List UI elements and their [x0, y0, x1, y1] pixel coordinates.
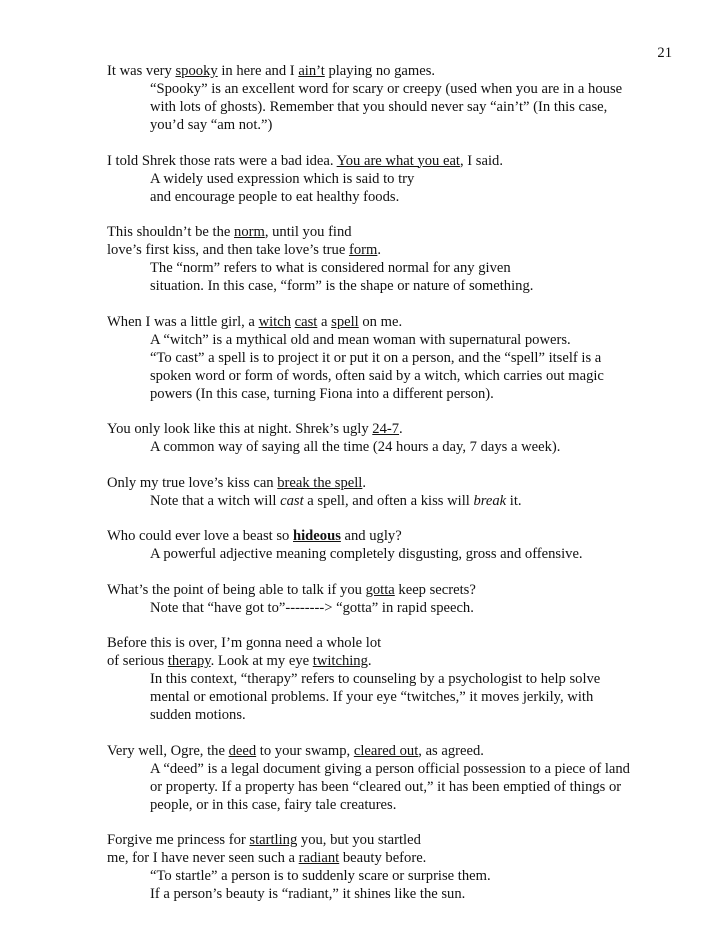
explanation-line [107, 438, 697, 456]
text-segment: cast [280, 492, 304, 509]
text-segment: In this context, “therapy” refers to counseling by a psychologist to help solve [150, 671, 601, 687]
quote-line [107, 581, 697, 599]
text-segment: “Spooky” is an excellent word for scary or creepy (used when you are in a house [150, 81, 623, 97]
explanation-line [107, 331, 697, 349]
underlined-term: ain’t [298, 63, 325, 79]
text-segment: Only my true love’s kiss can [107, 474, 278, 491]
text-segment: people, or in this case, fairy tale creatures. [150, 796, 397, 813]
underlined-term: therapy [167, 653, 211, 669]
text-segment: playing no games. [324, 63, 436, 79]
text-segment: Before this is over, I’m gonna need a whole lot [107, 635, 382, 651]
text-segment: You only look like this at night. Shrek’s ugly [107, 421, 373, 437]
explanation-line [107, 277, 697, 295]
document-body [107, 62, 697, 921]
text-segment: spoken word or form of words, often said by a witch, which carries out magic [150, 367, 604, 384]
underlined-term: radiant [298, 850, 340, 866]
text-segment: a [317, 313, 332, 330]
underlined-term: hideous [293, 528, 341, 544]
explanation-line [107, 80, 697, 98]
text-segment: and ugly? [340, 528, 402, 544]
text-segment: It was very [107, 63, 176, 79]
underlined-term: witch [258, 313, 291, 330]
explanation-line [107, 599, 697, 617]
vocabulary-entry [107, 474, 697, 510]
vocabulary-entry [107, 581, 697, 617]
underlined-term: 24-7 [372, 421, 400, 437]
vocabulary-entry [107, 313, 697, 403]
text-segment: to your swamp, [256, 742, 354, 759]
text-segment: Note that a witch will [150, 492, 281, 509]
text-segment: beauty before. [339, 850, 427, 866]
underlined-term: gotta [365, 581, 395, 598]
text-segment: This shouldn’t be the [107, 224, 235, 240]
underlined-term: deed [228, 742, 257, 759]
text-segment: mental or emotional problems. If your eye “twitches,” it moves jerkily, with [150, 689, 594, 705]
text-segment: A widely used expression which is said to try [150, 170, 415, 187]
explanation-line [107, 116, 697, 134]
text-segment: Note that “have got to”--------> “gotta” in rapid speech. [150, 599, 474, 616]
explanation-line [107, 188, 697, 206]
explanation-line [107, 867, 697, 885]
text-segment: . [367, 653, 372, 669]
text-segment: me, for I have never seen such a [107, 850, 299, 866]
vocabulary-entry [107, 742, 697, 814]
text-segment: A common way of saying all the time (24 hours a day, 7 days a week). [150, 439, 561, 455]
text-segment: powers (In this case, turning Fiona into a different person). [150, 385, 494, 402]
underlined-term: break the spell [277, 474, 363, 491]
text-segment: love’s first kiss, and then take love’s true [107, 242, 349, 258]
quote-line [107, 849, 697, 867]
text-segment: , I said. [460, 152, 503, 169]
explanation-line [107, 367, 697, 385]
quote-line [107, 241, 697, 259]
text-segment: Forgive me princess for [107, 832, 250, 848]
text-segment: Very well, Ogre, the [107, 742, 229, 759]
explanation-line [107, 778, 697, 796]
text-segment: “To cast” a spell is to project it or put it on a person, and the “spell” itself is a [150, 349, 602, 366]
text-segment: A powerful adjective meaning completely disgusting, gross and offensive. [150, 546, 583, 562]
quote-line [107, 474, 697, 492]
text-segment: The “norm” refers to what is considered normal for any given [150, 260, 511, 276]
explanation-line [107, 670, 697, 688]
text-segment: , until you find [264, 224, 352, 240]
text-segment: on me. [358, 313, 403, 330]
page-number: 21 [657, 45, 672, 61]
quote-line [107, 223, 697, 241]
vocabulary-entry [107, 420, 697, 456]
text-segment: with lots of ghosts). Remember that you should never say “ain’t” (In this case, [150, 99, 608, 115]
underlined-term: spell [331, 313, 359, 330]
quote-line [107, 313, 697, 331]
text-segment: , as agreed. [418, 742, 484, 759]
text-segment: When I was a little girl, a [107, 313, 259, 330]
text-segment: A “deed” is a legal document giving a person official possession to a piece of land [150, 760, 630, 777]
underlined-term: form [348, 242, 378, 258]
explanation-line [107, 349, 697, 367]
text-segment: in here and I [217, 63, 299, 79]
quote-line [107, 62, 697, 80]
explanation-line [107, 760, 697, 778]
text-segment: . [362, 474, 367, 491]
text-segment: If a person’s beauty is “radiant,” it shines like the sun. [150, 886, 466, 902]
vocabulary-entry [107, 634, 697, 724]
vocabulary-entry [107, 527, 697, 563]
explanation-line [107, 545, 697, 563]
underlined-term: spooky [175, 63, 218, 79]
quote-line [107, 742, 697, 760]
text-segment: What’s the point of being able to talk if you [107, 581, 366, 598]
vocabulary-entry [107, 152, 697, 206]
text-segment: situation. In this case, “form” is the shape or nature of something. [150, 278, 534, 294]
explanation-line [107, 259, 697, 277]
underlined-term: You are what you eat [336, 152, 460, 169]
text-segment: and encourage people to eat healthy foods. [150, 188, 400, 205]
explanation-line [107, 688, 697, 706]
text-segment: . Look at my eye [210, 653, 313, 669]
explanation-line [107, 492, 697, 510]
text-segment: A “witch” is a mythical old and mean woman with supernatural powers. [150, 331, 571, 348]
quote-line [107, 652, 697, 670]
explanation-line [107, 885, 697, 903]
text-segment: you’d say “am not.”) [150, 117, 273, 133]
quote-line [107, 527, 697, 545]
explanation-line [107, 170, 697, 188]
underlined-term: cast [294, 313, 318, 330]
text-segment: you, but you startled [297, 832, 421, 848]
text-segment: it. [506, 492, 522, 509]
text-segment: . [399, 421, 403, 437]
text-segment: “To startle” a person is to suddenly scare or surprise them. [150, 868, 491, 884]
vocabulary-entry [107, 223, 697, 295]
underlined-term: cleared out [353, 742, 419, 759]
text-segment: I told Shrek those rats were a bad idea. [107, 152, 337, 169]
underlined-term: twitching [312, 653, 368, 669]
explanation-line [107, 385, 697, 403]
explanation-line [107, 796, 697, 814]
text-segment: sudden motions. [150, 707, 246, 723]
quote-line [107, 420, 697, 438]
text-segment: . [377, 242, 381, 258]
text-segment: Who could ever love a beast so [107, 528, 294, 544]
text-segment: of serious [107, 653, 168, 669]
underlined-term: startling [249, 832, 298, 848]
explanation-line [107, 98, 697, 116]
explanation-line [107, 706, 697, 724]
text-segment: or property. If a property has been “cleared out,” it has been emptied of things or [150, 778, 622, 795]
text-segment: a spell, and often a kiss will [303, 492, 474, 509]
quote-line [107, 152, 697, 170]
text-segment: keep secrets? [394, 581, 476, 598]
quote-line [107, 831, 697, 849]
vocabulary-entry [107, 62, 697, 134]
underlined-term: norm [234, 224, 265, 240]
quote-line [107, 634, 697, 652]
vocabulary-entry [107, 831, 697, 903]
text-segment: break [473, 492, 507, 509]
